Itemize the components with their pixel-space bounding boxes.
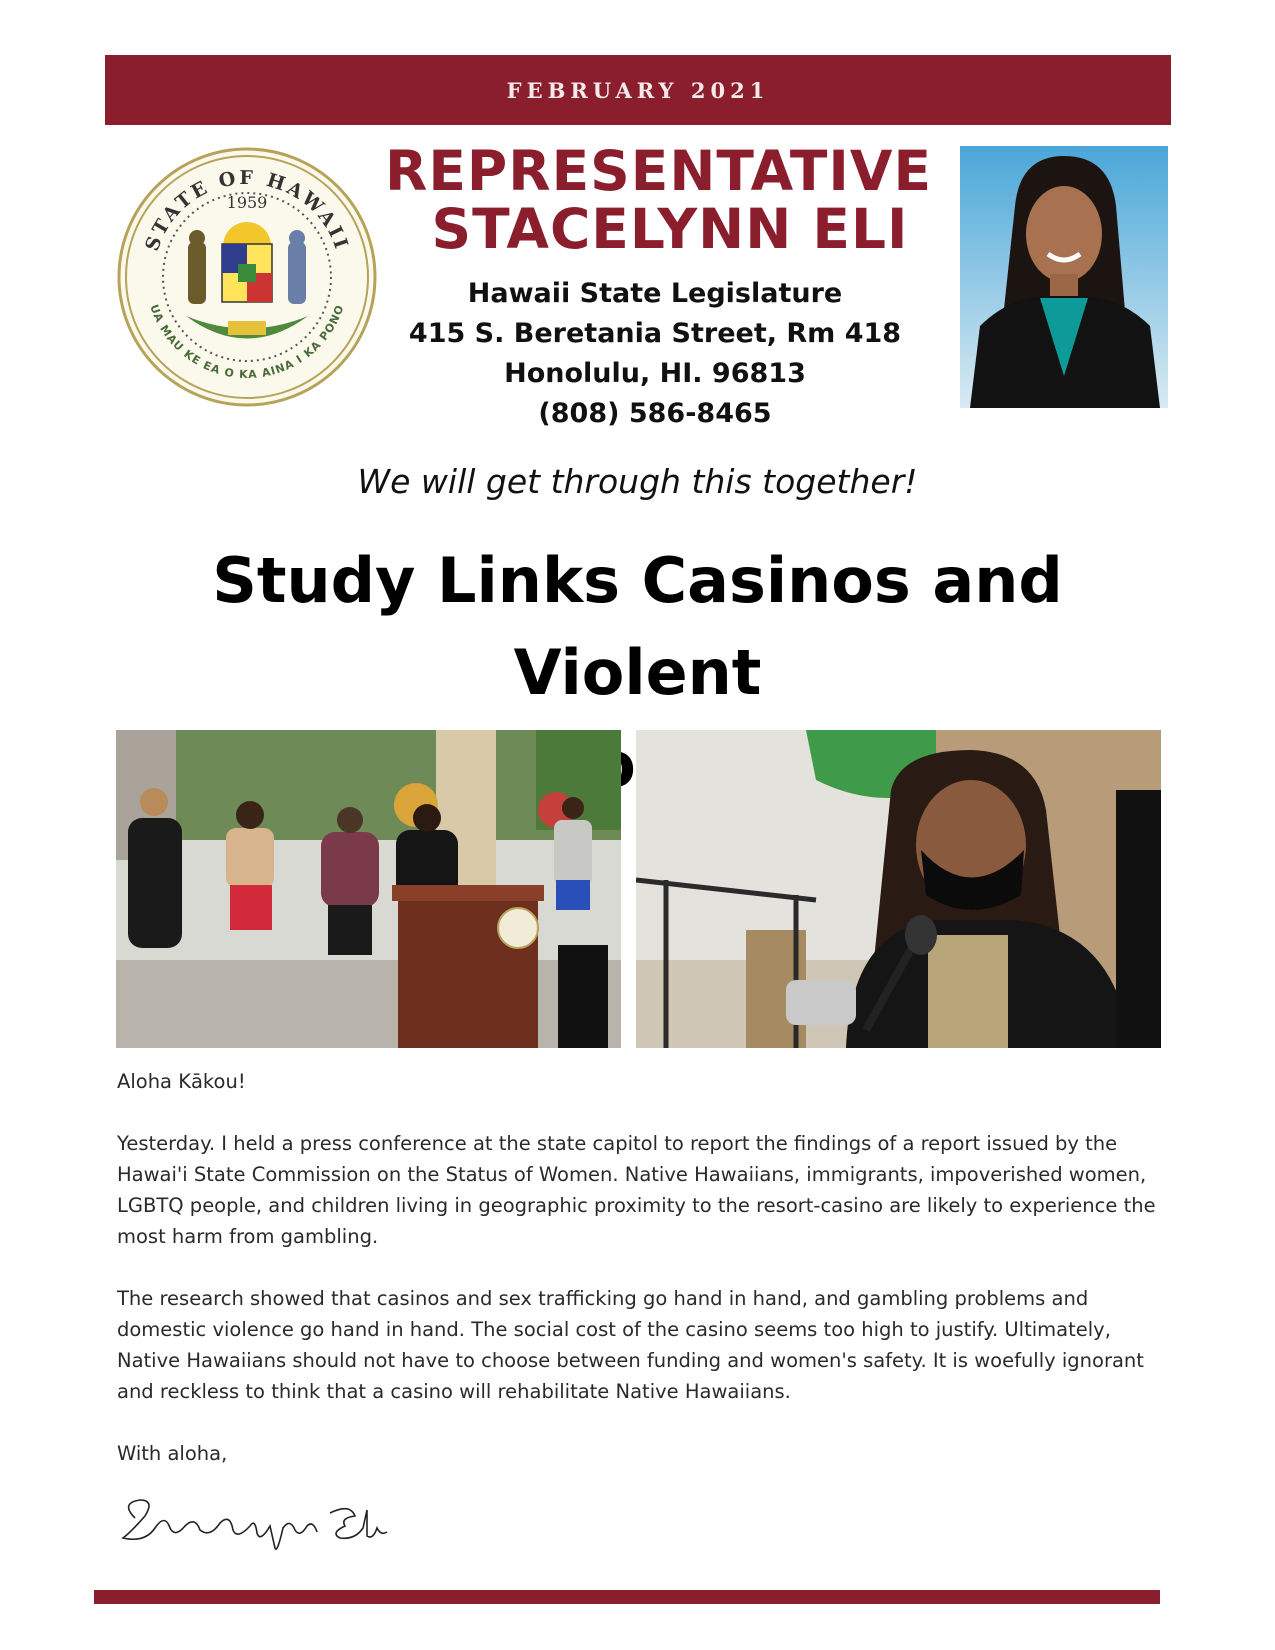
letter-body	[117, 1066, 1167, 1500]
footer-bar	[94, 1590, 1160, 1604]
svg-text:1959: 1959	[226, 193, 268, 212]
representative-name	[385, 139, 933, 261]
representative-header	[385, 139, 933, 434]
handwritten-signature	[115, 1488, 405, 1558]
date-label: FEBRUARY 2021	[506, 77, 770, 103]
greeting: Aloha Kākou!	[117, 1070, 246, 1093]
paragraph-1: Yesterday. I held a press conference at the state capitol to report the findings of a report issued by the Hawai'i State Commission on the Status of Women. Native Hawaiians, immigrants, impoverished women, LGBTQ people, and children living in geographic proximity to the resort-casino are likely to experience the most harm from gambling.	[117, 1132, 1156, 1248]
press-conference-photo	[116, 730, 621, 1048]
paragraph-2: The research showed that casinos and sex trafficking go hand in hand, and gambling problems and domestic violence go hand in hand. The social cost of the casino seems too high to justify. Ultimately, Native Hawaiians should not have to choose between funding and women's safety. It is woefully ignorant and reckless to think that a casino will rehabilitate Native Hawaiians.	[117, 1287, 1144, 1403]
speaker-photo	[636, 730, 1161, 1048]
state-seal-logo	[116, 146, 378, 408]
city-address: Honolulu, HI. 96813	[504, 358, 806, 389]
closing: With aloha,	[117, 1442, 228, 1465]
contact-block	[385, 274, 925, 434]
street-address: 415 S. Beretania Street, Rm 418	[408, 318, 902, 349]
svg-text:UA MAU KE EA O KA AINA I KA PO: UA MAU KE EA O KA AINA I KA PONO	[147, 302, 347, 382]
headline-line-1: Study Links Casinos and Violent	[212, 544, 1063, 709]
representative-portrait	[960, 146, 1168, 408]
name-line-1: REPRESENTATIVE	[385, 139, 933, 203]
svg-text:STATE OF HAWAII: STATE OF HAWAII	[141, 166, 353, 255]
date-banner	[105, 55, 1171, 125]
name-line-2: STACELYNN ELI	[431, 197, 909, 261]
tagline: We will get through this together!	[357, 462, 918, 501]
phone-number: (808) 586-8465	[538, 398, 772, 429]
organization: Hawaii State Legislature	[467, 278, 843, 309]
